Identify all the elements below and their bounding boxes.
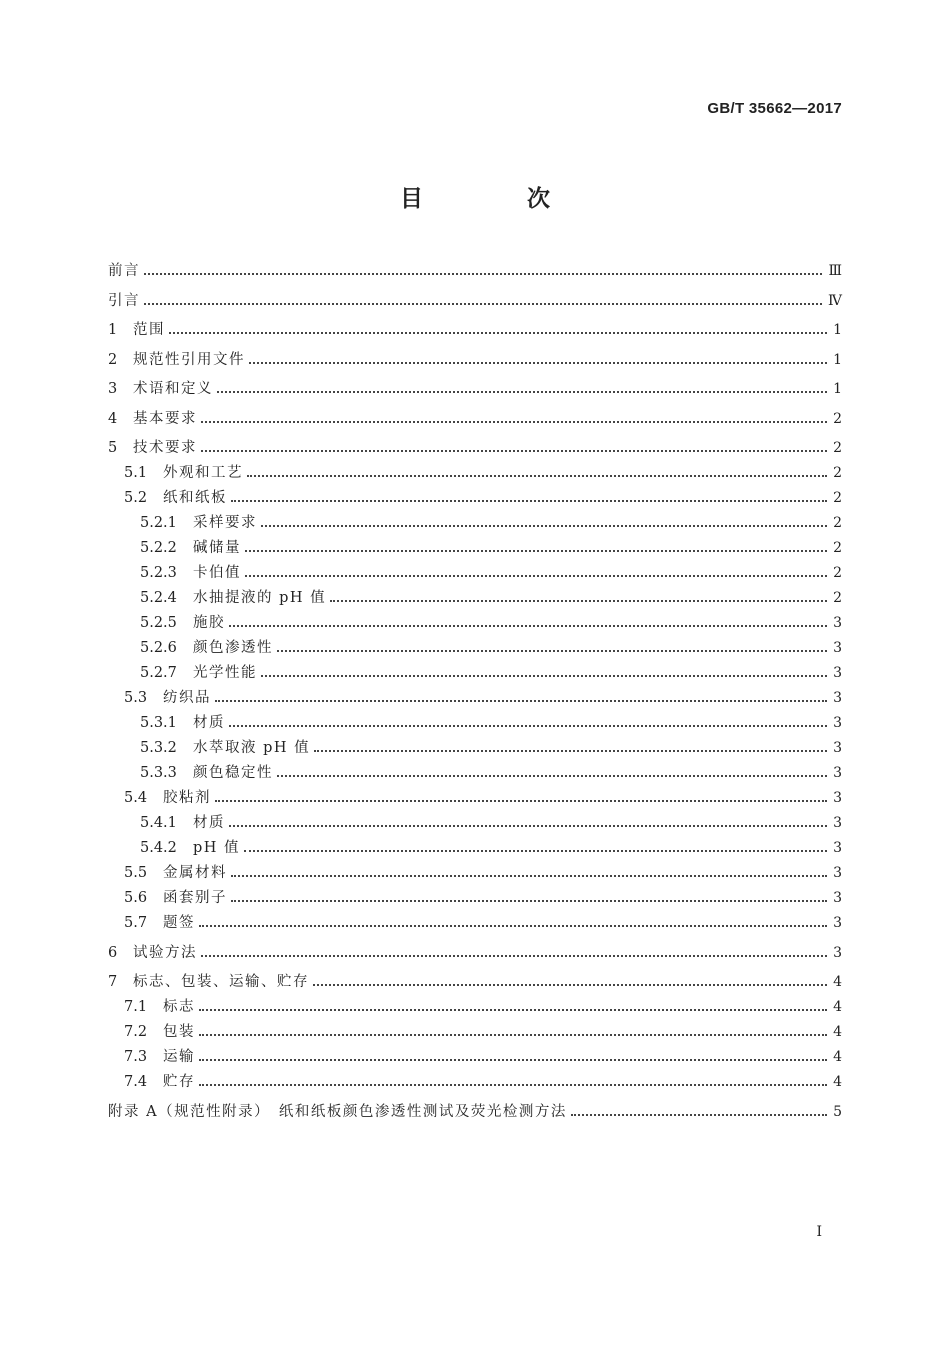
toc-dot-leader bbox=[215, 800, 827, 802]
toc-dot-leader bbox=[199, 925, 827, 927]
toc-entry-number: 5.3.3 bbox=[140, 765, 177, 781]
toc-entry-number: 5.1 bbox=[124, 465, 148, 481]
toc-entry[interactable] bbox=[124, 488, 842, 508]
toc-entry[interactable] bbox=[124, 888, 842, 908]
toc-entry-title: 纺织品 bbox=[163, 690, 211, 706]
toc-entry[interactable] bbox=[140, 813, 842, 833]
toc-entry[interactable] bbox=[140, 738, 842, 758]
toc-entry-page: 3 bbox=[833, 915, 842, 931]
toc-entry-number: 4 bbox=[108, 410, 118, 427]
toc-dot-leader bbox=[199, 1059, 827, 1061]
toc-entry-page: 1 bbox=[833, 351, 842, 368]
toc-entry-page: 3 bbox=[833, 690, 842, 706]
toc-dot-leader bbox=[144, 303, 822, 305]
toc-entry[interactable] bbox=[124, 863, 842, 883]
toc-entry[interactable] bbox=[108, 1102, 842, 1122]
toc-entry-number: 5.2.5 bbox=[140, 615, 177, 631]
toc-entry-number: 5.2.3 bbox=[140, 565, 177, 581]
toc-dot-leader bbox=[277, 650, 827, 652]
toc-dot-leader bbox=[144, 273, 822, 275]
toc-dot-leader bbox=[247, 475, 827, 477]
toc-entry-page: 4 bbox=[833, 974, 842, 990]
toc-entry-title: 标志 bbox=[163, 999, 195, 1015]
toc-entry-page: 2 bbox=[833, 540, 842, 556]
toc-entry-page: 3 bbox=[833, 840, 842, 856]
toc-entry-number: 5.7 bbox=[124, 915, 148, 931]
toc-entry-title: 函套别子 bbox=[163, 890, 227, 906]
toc-entry-title: 水萃取液 pH 值 bbox=[193, 740, 311, 756]
toc-entry-number: 5.3.1 bbox=[140, 715, 177, 731]
toc-entry-number: 5.3.2 bbox=[140, 740, 177, 756]
toc-entry-number: 5.4.2 bbox=[140, 840, 177, 856]
toc-entry-number: 7 bbox=[108, 974, 118, 990]
toc-entry-page: 4 bbox=[833, 1024, 842, 1040]
toc-entry-title: 胶粘剂 bbox=[163, 790, 211, 806]
toc-entry-number: 5.2.4 bbox=[140, 590, 177, 606]
toc-entry[interactable] bbox=[124, 913, 842, 933]
toc-entry-page: 3 bbox=[833, 765, 842, 781]
toc-entry-number: 5.2.7 bbox=[140, 665, 177, 681]
toc-entry[interactable] bbox=[124, 1047, 842, 1067]
toc-entry-number: 2 bbox=[108, 351, 118, 368]
toc-entry[interactable] bbox=[108, 438, 842, 458]
page-number: I bbox=[816, 1224, 822, 1240]
toc-entry[interactable] bbox=[124, 1072, 842, 1092]
toc-entry[interactable] bbox=[140, 563, 842, 583]
page-title: 目 次 bbox=[399, 186, 598, 212]
toc-entry-title: 金属材料 bbox=[163, 865, 227, 881]
toc-entry-title: 施胶 bbox=[193, 615, 225, 631]
toc-entry-page: Ⅳ bbox=[828, 292, 842, 309]
toc-dot-leader bbox=[571, 1114, 827, 1116]
toc-dot-leader bbox=[314, 750, 827, 752]
toc-dot-leader bbox=[217, 391, 827, 393]
standard-number: GB/T 35662—2017 bbox=[707, 100, 842, 117]
toc-entry-title: 技术要求 bbox=[133, 440, 197, 456]
toc-entry[interactable] bbox=[140, 838, 842, 858]
toc-entry-page: 3 bbox=[833, 790, 842, 806]
toc-entry-number: 5.5 bbox=[124, 865, 148, 881]
toc-entry-number: 5.2.1 bbox=[140, 515, 177, 531]
toc-entry-number: 5.3 bbox=[124, 690, 148, 706]
toc-entry-page: 4 bbox=[833, 999, 842, 1015]
toc-entry-title: 题签 bbox=[163, 915, 195, 931]
toc-entry[interactable] bbox=[108, 320, 842, 340]
toc-dot-leader bbox=[199, 1009, 827, 1011]
toc-entry-title: 光学性能 bbox=[193, 665, 257, 681]
toc-entry-title: 纸和纸板 bbox=[163, 490, 227, 506]
toc-entry-page: 3 bbox=[833, 715, 842, 731]
toc-entry-number: 5 bbox=[108, 440, 118, 456]
toc-entry[interactable] bbox=[140, 763, 842, 783]
toc-entry-title: 包装 bbox=[163, 1024, 195, 1040]
toc-dot-leader bbox=[277, 775, 827, 777]
toc-dot-leader bbox=[231, 875, 827, 877]
toc-entry[interactable] bbox=[124, 688, 842, 708]
toc-entry-number: 1 bbox=[108, 322, 118, 338]
toc-entry-number: 5.6 bbox=[124, 890, 148, 906]
toc-entry-title: pH 值 bbox=[193, 840, 241, 856]
toc-entry-number: 5.2.6 bbox=[140, 640, 177, 656]
toc-entry-page: 4 bbox=[833, 1049, 842, 1065]
toc-entry[interactable] bbox=[140, 588, 842, 608]
toc-entry[interactable] bbox=[140, 613, 842, 633]
toc-entry-title: 范围 bbox=[133, 322, 165, 338]
toc-dot-leader bbox=[201, 955, 827, 957]
toc-dot-leader bbox=[229, 825, 827, 827]
toc-dot-leader bbox=[330, 600, 827, 602]
toc-entry-title: 材质 bbox=[193, 715, 225, 731]
toc-entry[interactable] bbox=[108, 943, 842, 963]
toc-entry-title: 附录 A（规范性附录） 纸和纸板颜色渗透性测试及荧光检测方法 bbox=[108, 1103, 567, 1120]
toc-entry-number: 7.1 bbox=[124, 999, 148, 1015]
toc-dot-leader bbox=[245, 550, 827, 552]
toc-entry-title: 材质 bbox=[193, 815, 225, 831]
toc-dot-leader bbox=[229, 725, 827, 727]
toc-dot-leader bbox=[201, 421, 827, 423]
toc-entry-number: 5.2 bbox=[124, 490, 148, 506]
toc-entry-number: 6 bbox=[108, 944, 118, 961]
toc-dot-leader bbox=[231, 500, 827, 502]
toc-entry[interactable] bbox=[108, 972, 842, 992]
toc-entry-page: 2 bbox=[833, 440, 842, 456]
toc-entry-title: 基本要求 bbox=[133, 410, 197, 427]
toc-entry[interactable] bbox=[108, 291, 842, 311]
toc-entry-title: 颜色渗透性 bbox=[193, 640, 273, 656]
toc-entry[interactable] bbox=[124, 463, 842, 483]
toc-dot-leader bbox=[169, 332, 827, 334]
toc-entry-title: 试验方法 bbox=[133, 944, 197, 961]
toc-entry-page: 1 bbox=[833, 322, 842, 338]
toc-entry-title: 规范性引用文件 bbox=[133, 351, 245, 368]
toc-entry[interactable] bbox=[108, 261, 842, 281]
toc-entry-number: 7.2 bbox=[124, 1024, 148, 1040]
toc-entry-page: 4 bbox=[833, 1074, 842, 1090]
toc-entry-page: 2 bbox=[833, 590, 842, 606]
toc-entry-title: 卡伯值 bbox=[193, 565, 241, 581]
toc-entry-page: 3 bbox=[833, 865, 842, 881]
toc-dot-leader bbox=[201, 450, 827, 452]
toc-entry-title: 引言 bbox=[108, 292, 140, 309]
toc-dot-leader bbox=[229, 625, 827, 627]
toc-entry-page: 3 bbox=[833, 665, 842, 681]
toc-entry-title: 前言 bbox=[108, 263, 140, 279]
toc-entry-page: 2 bbox=[833, 465, 842, 481]
toc-entry-page: 2 bbox=[833, 410, 842, 427]
toc-dot-leader bbox=[245, 575, 827, 577]
toc-entry-title: 颜色稳定性 bbox=[193, 765, 273, 781]
toc-entry-page: 3 bbox=[833, 615, 842, 631]
toc-entry-page: 2 bbox=[833, 565, 842, 581]
toc-entry-page: 3 bbox=[833, 740, 842, 756]
toc-dot-leader bbox=[199, 1034, 827, 1036]
toc-entry[interactable] bbox=[140, 513, 842, 533]
toc-dot-leader bbox=[231, 900, 827, 902]
toc-entry[interactable] bbox=[140, 663, 842, 683]
toc-entry-page: 1 bbox=[833, 381, 842, 397]
toc-dot-leader bbox=[215, 700, 827, 702]
toc-entry-number: 5.4 bbox=[124, 790, 148, 806]
toc-entry-page: Ⅲ bbox=[828, 263, 842, 279]
toc-entry[interactable] bbox=[124, 788, 842, 808]
toc-entry-number: 5.4.1 bbox=[140, 815, 177, 831]
toc-dot-leader bbox=[199, 1084, 827, 1086]
toc-entry-title: 采样要求 bbox=[193, 515, 257, 531]
toc-entry-title: 水抽提液的 pH 值 bbox=[193, 590, 327, 606]
toc-entry-title: 运输 bbox=[163, 1049, 195, 1065]
toc-entry[interactable] bbox=[124, 997, 842, 1017]
toc-entry-number: 7.4 bbox=[124, 1074, 148, 1090]
toc-entry-number: 7.3 bbox=[124, 1049, 148, 1065]
toc-entry[interactable] bbox=[140, 538, 842, 558]
toc-entry[interactable] bbox=[140, 638, 842, 658]
toc-dot-leader bbox=[249, 362, 827, 364]
toc-entry-title: 外观和工艺 bbox=[163, 465, 243, 481]
toc-entry-title: 术语和定义 bbox=[133, 381, 213, 397]
toc-dot-leader bbox=[313, 984, 827, 986]
toc-entry[interactable] bbox=[140, 713, 842, 733]
toc-entry-page: 5 bbox=[833, 1103, 842, 1120]
toc-entry[interactable] bbox=[108, 409, 842, 429]
toc-entry-page: 3 bbox=[833, 640, 842, 656]
toc-entry-title: 贮存 bbox=[163, 1074, 195, 1090]
toc-entry-number: 5.2.2 bbox=[140, 540, 177, 556]
toc-entry[interactable] bbox=[124, 1022, 842, 1042]
toc-entry-title: 标志、包装、运输、贮存 bbox=[133, 974, 309, 990]
toc-entry-page: 3 bbox=[833, 815, 842, 831]
toc-dot-leader bbox=[244, 850, 827, 852]
toc-entry-number: 3 bbox=[108, 381, 118, 397]
toc-dot-leader bbox=[261, 675, 827, 677]
toc-entry[interactable] bbox=[108, 350, 842, 370]
toc-entry-page: 3 bbox=[833, 944, 842, 961]
toc-entry[interactable] bbox=[108, 379, 842, 399]
toc-entry-page: 2 bbox=[833, 490, 842, 506]
toc-entry-page: 3 bbox=[833, 890, 842, 906]
toc-entry-page: 2 bbox=[833, 515, 842, 531]
toc-entry-title: 碱储量 bbox=[193, 540, 241, 556]
toc-dot-leader bbox=[261, 525, 827, 527]
